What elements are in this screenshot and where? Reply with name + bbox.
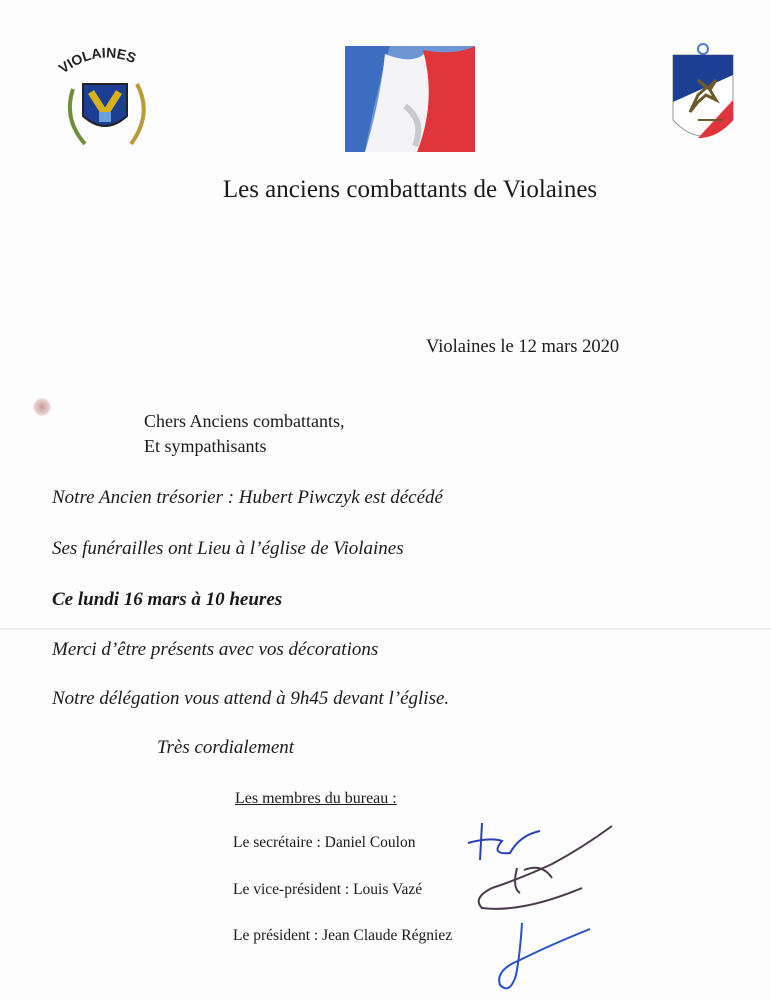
french-flag-image [345, 46, 475, 152]
meeting-time-line: Notre délégation vous attend à 9h45 devant l’église. [52, 688, 450, 709]
signature-vice-president [462, 818, 622, 918]
closing-line: Très cordialement [157, 737, 295, 758]
paper-fold-line [0, 628, 771, 630]
signature-president [490, 915, 600, 995]
violaines-coat-of-arms-logo [55, 44, 165, 156]
document-title: Les anciens combattants de Violaines [222, 176, 598, 203]
svg-text:VIOLAINES [56, 44, 139, 76]
member-vice-president: Le vice-président : Louis Vazé [233, 881, 423, 898]
bureau-heading: Les membres du bureau : [235, 790, 397, 807]
announcement-line: Notre Ancien trésorier : Hubert Piwczyk est décédé [52, 487, 443, 508]
member-secretary: Le secrétaire : Daniel Coulon [233, 834, 416, 851]
salutation-line-1: Chers Anciens combattants, [144, 411, 345, 431]
decorations-line: Merci d’être présents avec vos décorations [52, 639, 379, 660]
town-name-arc: VIOLAINES [55, 44, 139, 77]
veterans-badge-logo [668, 40, 738, 155]
paper-stain [33, 398, 51, 416]
funeral-location-line: Ses funérailles ont Lieu à l’église de Violaines [52, 538, 404, 559]
salutation-line-2: Et sympathisants [144, 436, 267, 456]
date-line: Violaines le 12 mars 2020 [426, 337, 620, 357]
funeral-date-line: Ce lundi 16 mars à 10 heures [52, 589, 283, 610]
member-president: Le président : Jean Claude Régniez [233, 927, 453, 944]
